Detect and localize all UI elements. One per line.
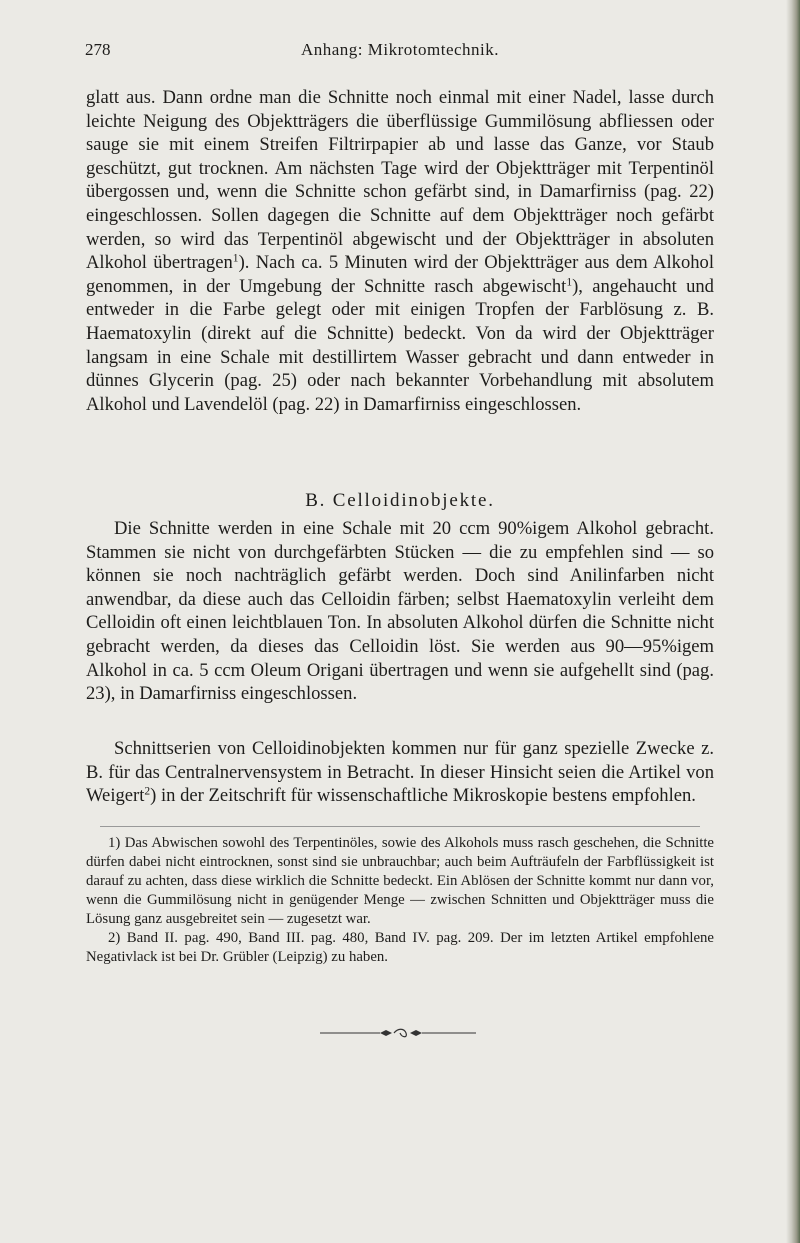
page-edge: [786, 0, 800, 1243]
paragraph-3: [86, 737, 714, 808]
page-header: [85, 40, 715, 64]
footnote-2: 2) Band II. pag. 490, Band III. pag. 480, Band IV. pag. 209. Der im letzten Artikel empfohlene Negativlack ist bei Dr. Grübler (Leipzig) zu haben.: [86, 930, 714, 965]
footnote-ref-1: 1: [232, 252, 239, 265]
paragraph-2: [86, 517, 714, 706]
paragraph-1-text: glatt aus. Dann ordne man die Schnitte noch einmal mit einer Nadel, lasse durch leichte Neigung des Objektträgers die überflüssige Gummilösung abfliessen oder sauge sie mit einem Streifen Filtrirpapier ab und lasse das Ganze, vor Staub geschützt, gut trocknen. Am nächsten Tage wird der Objektträger mit Terpentinöl übergossen und, wenn die Schnitte schon gefärbt sind, in Damarfirniss (pag. 22) eingeschlossen. Sollen dagegen die Schnitte auf dem Objektträger noch gefärbt werden, so wird das Terpentinöl abgewischt und der Objektträger in absoluten Alkohol übertragen: [86, 87, 714, 274]
footnote-1: 1) Das Abwischen sowohl des Terpentinöles, sowie des Alkohols muss rasch geschehen, die Schnitte dürfen dabei nicht eintrocknen, sonst sind sie unbrauchbar; auch beim Aufträufeln der Farbflüssigkeit ist darauf zu achten, dass diese wirklich die Schnitte bedeckt. Ein Ablösen der Schnitte kommt nur dann vor, wenn die Gummilösung nicht in genügender Menge — zwischen Schnitten und Objektträger muss die Lösung ganz ausgebreitet sein — zugesetzt war.: [86, 835, 714, 927]
end-ornament: [318, 1028, 478, 1038]
footnotes: [86, 834, 714, 967]
footnote-ref-2: 2: [144, 785, 151, 798]
running-title: Anhang: Mikrotomtechnik.: [300, 40, 500, 59]
paragraph-1: glatt aus. Dann ordne man die Schnitte noch einmal mit einer Nadel, lasse durch leichte Neigung des Objektträgers die überflüssige Gummilösung abfliessen oder sauge sie mit einem Streifen Filtrirpapier ab und lasse das Ganze, vor Staub geschützt, gut trocknen. Am nächsten Tage wird der Objektträger mit Terpentinöl übergossen und, wenn die Schnitte schon gefärbt sind, in Damarfirniss (pag. 22) eingeschlossen. Sollen dagegen die Schnitte auf dem Objektträger noch gefärbt werden, so wird das Terpentinöl abgewischt und der Objektträger in absoluten Alkohol übertragen$^1$). Nach ca. 5 Minuten wird der Objektträger aus dem Alkohol genommen, in der Umgebung der Schnitte rasch abgewischt$^1$), angehaucht und entweder in die Farbe gelegt oder mit einigen Tropfen der Farblösung z. B. Haematoxylin (direkt auf die Schnitte) bedeckt. Von da wird der Objektträger langsam in eine Schale mit destillirtem Wasser gebracht und dann entweder in dünnes Glycerin (pag. 25) oder nach bekannter Vorbehandlung mit absolutem Alkohol und Lavendelöl (pag. 22) in Damarfirniss eingeschlossen.: [86, 87, 715, 415]
paragraph-1-text-c: ), angehaucht und entweder in die Farbe gelegt oder mit einigen Tropfen der Farblösung z. B. Haematoxylin (direkt auf die Schnitte) bedeckt. Von da wird der Objektträger langsam in eine Schale mit destillirtem Wasser gebracht und dann entweder in dünnes Glycerin (pag. 25) oder nach bekannter Vorbehandlung mit absolutem Alkohol und Lavendelöl (pag. 22) in Damarfirniss eingeschlossen.: [86, 275, 714, 415]
footnote-rule: [100, 826, 700, 827]
section-heading: B. Celloidinobjekte.: [305, 490, 495, 511]
paragraph-2-text: Die Schnitte werden in eine Schale mit 20 ccm 90%igem Alkohol gebracht. Stammen sie nicht von durchgefärbten Stücken — die zu empfehlen sind — so können sie noch nachträglich gefärbt werden. Doch sind Anilinfarben nicht anwendbar, da diese auch das Celloidin färben; selbst Haematoxylin verleiht dem Celloidin oft einen leichtblauen Ton. In absoluten Alkohol dürfen die Schnitte nicht gebracht werden, da dieses das Celloidin löst. Sie werden aus 90—95%igem Alkohol in ca. 5 ccm Oleum Origani übertragen und wenn sie aufgehellt sind (pag. 23), in Damarfirniss eingeschlossen.: [86, 518, 714, 705]
footnote-ref-1b: 1: [566, 276, 573, 289]
page-number: 278: [85, 40, 111, 59]
paragraph-3-text-b: ) in der Zeitschrift für wissenschaftliche Mikroskopie bestens empfohlen.: [150, 785, 696, 807]
paragraph-1-text-b: . Nach ca. 5 Minuten wird der Objektträger aus dem Alkohol genommen, in der Umgebung der Schnitte rasch abgewischt: [86, 252, 715, 297]
paragraph-3-text: Schnittserien von Celloidinobjekten kommen nur für ganz spezielle Zwecke z. B. für das Centralnervensystem in Betracht. In dieser Hinsicht seien die Artikel von Weigert: [86, 738, 714, 807]
